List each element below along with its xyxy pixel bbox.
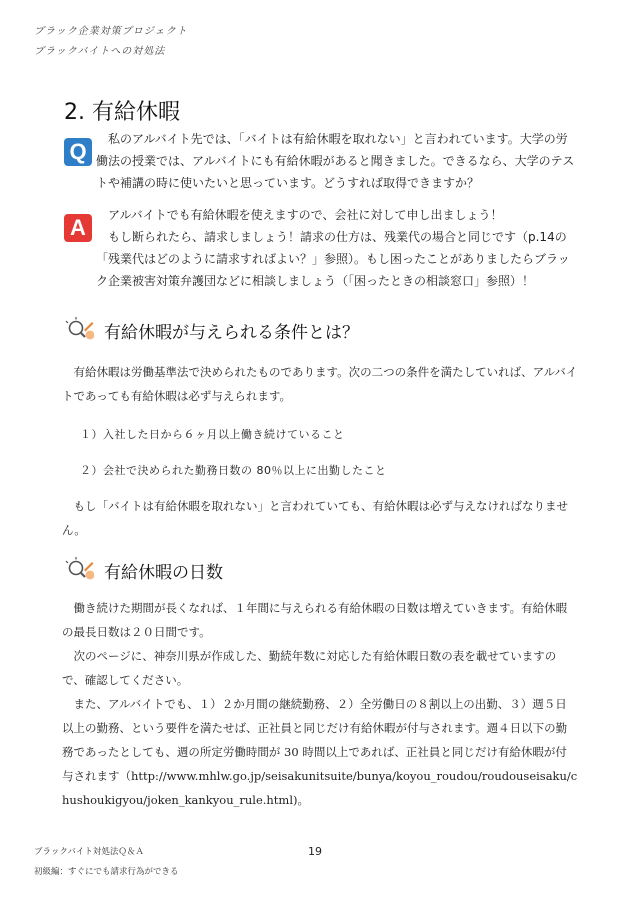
footer-chapter: 初級編：すぐにでも請求行為ができる: [34, 867, 179, 877]
answer-paragraph-2: もし断られたら、請求しましょう！請求の仕方は、残業代の場合と同じです（p.14の「残業代はどのように請求すればよい？」参照）。もし困ったことがありましたらブラック企業被害対策弁護団などに相談しましょう（「困ったときの相談窓口」参照）！: [96, 230, 570, 288]
page-number: 19: [308, 845, 322, 858]
conditions-intro-paragraph: 有給休暇は労働基準法で決められたものであります。次の二つの条件を満たしていれば、アルバイトであっても有給休暇は必ず与えられます。: [62, 365, 578, 403]
condition-item-2: ２）会社で決められた勤務日数の 80％以上に出勤したこと: [80, 464, 387, 477]
conditions-intro: [62, 360, 578, 408]
question-paragraph: 私のアルバイト先では、「バイトは有給休暇を取れない」と言われています。大学の労働法の授業では、アルバイトにも有給休暇があると聞きました。できるなら、大学のテストや補講の時に使いたいと思っています。どうすれば取得できますか？: [96, 132, 575, 190]
answer-paragraph-1: アルバイトでも有給休暇を使えますので、会社に対して申し出ましょう！: [96, 208, 503, 222]
question-badge-icon: Q: [64, 138, 92, 166]
header-subtitle: ブラックバイトへの対処法: [34, 46, 166, 57]
magnifier-pencil-icon: [64, 556, 94, 582]
subsection-title-conditions: 有給休暇が与えられる条件とは？: [104, 323, 359, 343]
header-project-title: ブラック企業対策プロジェクト: [34, 26, 188, 37]
conditions-note: [62, 494, 578, 542]
section-title: 2. 有給休暇: [64, 100, 180, 125]
conditions-note-paragraph: もし「バイトは有給休暇を取れない」と言われていても、有給休暇は必ず与えなければなりません。: [62, 499, 568, 537]
subsection-title-days: 有給休暇の日数: [104, 563, 223, 583]
days-body: [62, 596, 578, 812]
days-paragraph-3: また、アルバイトでも、１）２か月間の継続勤務、２）全労働日の８割以上の出勤、３）週５日以上の勤務、という要件を満たせば、正社員と同じだけ有給休暇が付与されます。週４日以下の勤務であったとしても、週の所定労働時間が 30 時間以上であれば、正社員と同じだけ有給休暇が付与されます（http://www.mhlw.go.jp/seisakunitsuite/bunya/koyou_roudou/roudouseisaku/chushoukigyou/joken_kankyou_rule.html)。: [62, 697, 578, 807]
days-paragraph-1: 働き続けた期間が長くなれば、１年間に与えられる有給休暇の日数は増えていきます。有給休暇の最長日数は２０日間です。: [62, 601, 568, 639]
question-text: [96, 128, 576, 194]
condition-item-1: １）入社した日から６ヶ月以上働き続けていること: [80, 428, 345, 441]
answer-badge-icon: A: [64, 214, 92, 242]
answer-text: [96, 204, 576, 292]
footer-book-title: ブラックバイト対処法Ｑ＆Ａ: [34, 847, 144, 857]
magnifier-pencil-icon: [64, 316, 94, 342]
days-paragraph-2: 次のページに、神奈川県が作成した、勤続年数に対応した有給休暇日数の表を載せていますので、確認してください。: [62, 649, 557, 687]
